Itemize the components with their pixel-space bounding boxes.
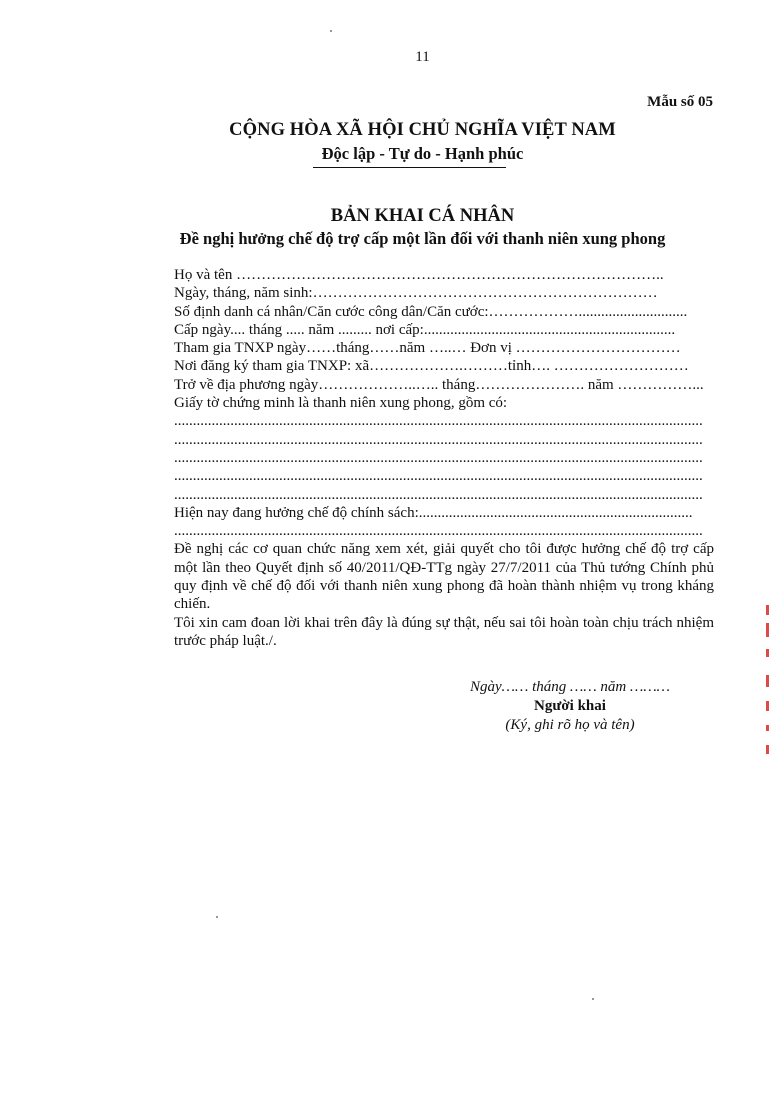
document-title: BẢN KHAI CÁ NHÂN	[330, 206, 515, 226]
field-full-name: Họ và tên …………………………………………………………………………..	[174, 267, 664, 283]
blank-line: .............................................................................................................................................	[174, 449, 703, 466]
blank-line: .............................................................................................................................................	[174, 413, 703, 430]
stamp-mark	[766, 701, 769, 711]
stamp-edge-marks	[762, 605, 774, 755]
field-registration-place: Nơi đăng ký tham gia TNXP: xã……………….………tỉnh…. ………………………	[174, 358, 689, 375]
field-current-policy: Hiện nay đang hưởng chế độ chính sách:.........................................................................	[174, 504, 693, 521]
page-number: 11	[415, 49, 430, 65]
stamp-mark	[766, 745, 769, 754]
republic-title: CỘNG HÒA XÃ HỘI CHỦ NGHĨA VIỆT NAM	[229, 120, 616, 140]
request-paragraph: Đề nghị các cơ quan chức năng xem xét, giải quyết cho tôi được hưởng chế độ trợ cấp một lần theo Quyết định số 40/2011/QĐ-TTg ngày 27/7/2011 của Thủ tướng Chính phủ quy định về chế độ đối với thanh niên xung phong đã hoàn thành nhiệm vụ trong kháng chiến.	[174, 541, 714, 613]
blank-line: .............................................................................................................................................	[174, 486, 703, 503]
stamp-mark	[766, 725, 769, 731]
field-id-number: Số định danh cá nhân/Căn cước công dân/Căn cước:……………….............................	[174, 303, 688, 320]
field-date-of-birth: Ngày, tháng, năm sinh:……………………………………………………………	[174, 285, 658, 302]
field-tnxp-join-date-unit: Tham gia TNXP ngày……tháng……năm …..… Đơn vị ……………………………	[174, 340, 681, 357]
form-number: Mẫu số 05	[647, 94, 713, 110]
motto-underline	[313, 167, 506, 168]
scan-speck	[216, 916, 218, 918]
form-body	[174, 266, 714, 650]
blank-line: .............................................................................................................................................	[174, 431, 703, 448]
signature-note: (Ký, ghi rõ họ và tên)	[505, 717, 635, 733]
signature-block	[440, 678, 700, 735]
commitment-paragraph: Tôi xin cam đoan lời khai trên đây là đúng sự thật, nếu sai tôi hoàn toàn chịu trách nhiệm trước pháp luật./.	[174, 614, 714, 649]
field-proof-documents-label: Giấy tờ chứng minh là thanh niên xung phong, gồm có:	[174, 395, 508, 412]
stamp-mark	[766, 623, 769, 637]
stamp-mark	[766, 649, 769, 657]
blank-line: .............................................................................................................................................	[174, 468, 703, 485]
motto: Độc lập - Tự do - Hạnh phúc	[321, 144, 524, 163]
stamp-mark	[766, 605, 769, 615]
blank-line: .............................................................................................................................................	[174, 523, 703, 540]
document-subtitle: Đề nghị hưởng chế độ trợ cấp một lần đối với thanh niên xung phong	[179, 229, 666, 248]
scan-speck	[592, 998, 594, 1000]
field-return-date: Trở về địa phương ngày………………..….. tháng…………………. năm ……………...	[174, 376, 704, 393]
signer-label: Người khai	[534, 698, 606, 714]
stamp-mark	[766, 675, 769, 687]
scan-speck	[330, 30, 332, 32]
field-issue-date-place: Cấp ngày.... tháng ..... năm ......... nơi cấp:...................................................................	[174, 321, 676, 338]
signature-date: Ngày…… tháng …… năm ………	[469, 679, 671, 695]
